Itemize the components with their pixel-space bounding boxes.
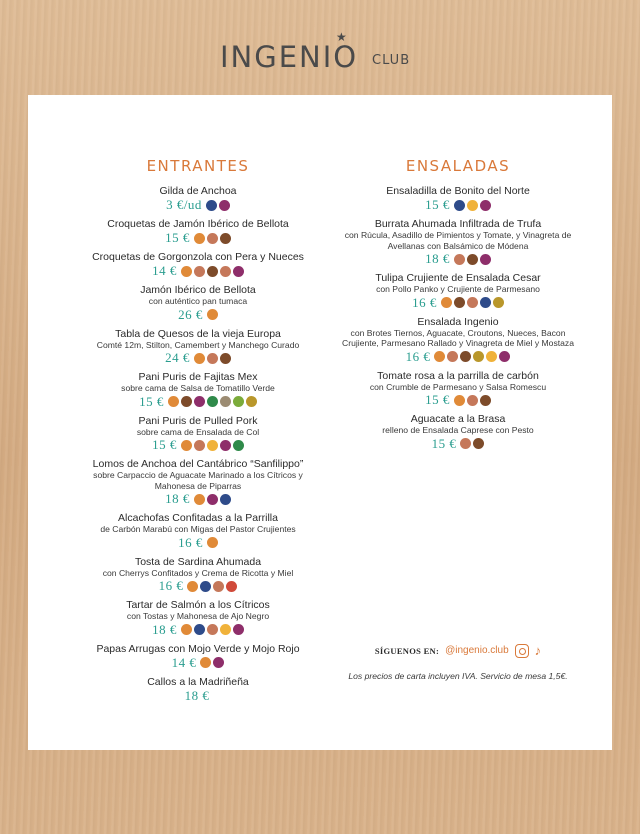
nuts-allergen-icon xyxy=(220,353,231,364)
price-line xyxy=(68,438,328,452)
milk-allergen-icon xyxy=(467,395,478,406)
gluten-allergen-icon xyxy=(181,440,192,451)
item-description: sobre Carpaccio de Aguacate Marinado a los Cítricos y Mahonesa de Piparras xyxy=(93,470,303,491)
item-name: Ensalada Ingenio xyxy=(417,315,499,328)
soy-allergen-icon xyxy=(207,396,218,407)
item-price: 15 € xyxy=(425,197,450,212)
gluten-allergen-icon xyxy=(187,581,198,592)
price-line xyxy=(68,395,328,409)
item-name: Tulipa Crujiente de Ensalada Cesar xyxy=(375,272,541,284)
instagram-icon[interactable] xyxy=(515,644,529,658)
fish-allergen-icon xyxy=(200,581,211,592)
price-line xyxy=(68,198,328,212)
egg-allergen-icon xyxy=(486,351,497,362)
gluten-allergen-icon xyxy=(207,309,218,320)
menu-item xyxy=(328,316,588,364)
menu-item xyxy=(68,371,328,409)
item-price: 16 € xyxy=(178,534,203,550)
milk-allergen-icon xyxy=(194,440,205,451)
social-handle-link[interactable]: @ingenio.club xyxy=(445,645,509,656)
celery-allergen-icon xyxy=(233,396,244,407)
menu-item xyxy=(328,413,588,451)
item-price: 15 € xyxy=(431,435,457,451)
price-line xyxy=(68,656,328,670)
item-price: 3 €/ud xyxy=(166,197,202,212)
item-price: 18 € xyxy=(425,251,450,266)
sulfite-allergen-icon xyxy=(219,200,230,211)
nuts-allergen-icon xyxy=(220,233,231,244)
item-name: Tartar de Salmón a los Cítricos xyxy=(126,599,270,611)
item-description: Comté 12m, Stilton, Camembert y Manchego Curado xyxy=(96,339,300,350)
brand-suffix: CLUB xyxy=(372,53,411,68)
item-name: Tomate rosa a la parrilla de carbón xyxy=(377,369,539,382)
soy-allergen-icon xyxy=(233,440,244,451)
price-line xyxy=(68,536,328,550)
tiktok-icon[interactable]: ♪ xyxy=(534,643,542,658)
price-line xyxy=(68,689,328,703)
sulfite-allergen-icon xyxy=(220,440,231,451)
fish-allergen-icon xyxy=(480,297,491,308)
item-name: Pani Puris de Fajitas Mex xyxy=(138,371,258,383)
milk-allergen-icon xyxy=(460,438,471,449)
item-name: Callos a la Madriñeña xyxy=(147,675,249,688)
item-name: Croquetas de Gorgonzola con Pera y Nueces xyxy=(92,251,304,263)
menu-item xyxy=(68,284,328,322)
price-line xyxy=(68,308,328,322)
mustard-allergen-icon xyxy=(246,396,257,407)
price-note: Los precios de carta incluyen IVA. Servicio de mesa 1,5€. xyxy=(348,671,568,681)
gluten-allergen-icon xyxy=(441,297,452,308)
nuts-allergen-icon xyxy=(454,297,465,308)
gluten-allergen-icon xyxy=(181,266,192,277)
item-description: con Pollo Panko y Crujiente de Parmesano xyxy=(376,284,540,294)
section-entrantes xyxy=(68,157,328,709)
egg-allergen-icon xyxy=(467,200,478,211)
item-name: Gilda de Anchoa xyxy=(159,185,237,197)
milk-allergen-icon xyxy=(454,254,465,265)
gluten-allergen-icon xyxy=(194,494,205,505)
menu-item xyxy=(328,272,588,310)
item-price: 16 € xyxy=(158,578,184,593)
fish-allergen-icon xyxy=(220,494,231,505)
sulfite-allergen-icon xyxy=(213,657,224,668)
menu-item xyxy=(328,370,588,408)
gluten-allergen-icon xyxy=(168,396,179,407)
item-price: 14 € xyxy=(152,263,177,278)
brand-name: INGENIO xyxy=(220,40,359,74)
star-icon: ★ xyxy=(336,30,347,44)
social-follow xyxy=(328,643,588,658)
price-line xyxy=(68,623,328,637)
sulfite-allergen-icon xyxy=(233,624,244,635)
menu-item xyxy=(68,556,328,594)
sulfite-allergen-icon xyxy=(194,396,205,407)
nuts-allergen-icon xyxy=(480,395,491,406)
menu-item xyxy=(68,458,328,506)
price-line xyxy=(328,198,588,212)
price-line xyxy=(68,579,328,593)
section-title: ENTRANTES xyxy=(146,157,250,175)
nuts-allergen-icon xyxy=(473,438,484,449)
item-name: Lomos de Anchoa del Cantábrico “Sanfilippo” xyxy=(92,458,304,470)
section-ensaladas xyxy=(328,157,588,457)
item-price: 18 € xyxy=(152,621,177,637)
item-description: con Crumble de Parmesano y Salsa Romescu xyxy=(369,381,547,392)
item-price: 16 € xyxy=(405,348,431,364)
fish-allergen-icon xyxy=(454,200,465,211)
egg-allergen-icon xyxy=(207,440,218,451)
menu-item xyxy=(68,643,328,670)
item-price: 16 € xyxy=(412,294,437,310)
item-price: 26 € xyxy=(178,306,203,322)
item-price: 18 € xyxy=(184,687,210,703)
milk-allergen-icon xyxy=(207,624,218,635)
item-price: 15 € xyxy=(152,437,177,452)
menu-item xyxy=(68,218,328,245)
item-name: Jamón Ibérico de Bellota xyxy=(140,284,256,296)
nuts-allergen-icon xyxy=(460,351,471,362)
item-price: 14 € xyxy=(171,654,197,670)
gluten-allergen-icon xyxy=(194,353,205,364)
item-description: con Cherrys Confitados y Crema de Ricotta y Miel xyxy=(102,567,294,578)
gluten-allergen-icon xyxy=(200,657,211,668)
price-line xyxy=(68,351,328,365)
nuts-allergen-icon xyxy=(181,396,192,407)
item-description: sobre cama de Salsa de Tomatillo Verde xyxy=(121,383,275,393)
price-line xyxy=(68,231,328,245)
menu-item xyxy=(68,512,328,550)
sulfite-allergen-icon xyxy=(480,254,491,265)
item-price: 24 € xyxy=(165,350,190,365)
menu-sheet xyxy=(28,95,612,750)
sesame-allergen-icon xyxy=(220,396,231,407)
item-name: Tosta de Sardina Ahumada xyxy=(134,555,262,568)
item-description: con auténtico pan tumaca xyxy=(148,296,248,306)
crust-allergen-icon xyxy=(226,581,237,592)
item-name: Croquetas de Jamón Ibérico de Bellota xyxy=(107,218,289,230)
menu-item xyxy=(68,599,328,637)
price-line xyxy=(68,492,328,506)
gluten-allergen-icon xyxy=(181,624,192,635)
item-name: Papas Arrugas con Mojo Verde y Mojo Rojo xyxy=(96,642,300,655)
fish-allergen-icon xyxy=(206,200,217,211)
milk-allergen-icon xyxy=(207,353,218,364)
gluten-allergen-icon xyxy=(194,233,205,244)
price-line xyxy=(328,437,588,451)
item-name: Aguacate a la Brasa xyxy=(410,413,506,425)
price-line xyxy=(328,350,588,364)
gluten-allergen-icon xyxy=(207,537,218,548)
item-name: Alcachofas Confitadas a la Parrilla xyxy=(118,512,278,524)
sulfite-allergen-icon xyxy=(207,494,218,505)
price-line xyxy=(328,252,588,266)
mustard-allergen-icon xyxy=(473,351,484,362)
item-description: con Brotes Tiernos, Aguacate, Croutons, Nueces, Bacon Crujiente, Parmesano Rallado y Vinagreta de Miel y Mostaza xyxy=(342,327,574,348)
item-price: 18 € xyxy=(165,491,190,506)
milk-allergen-icon xyxy=(447,351,458,362)
milk-allergen-icon xyxy=(213,581,224,592)
item-name: Ensaladilla de Bonito del Norte xyxy=(386,185,530,197)
menu-item xyxy=(68,185,328,212)
price-line xyxy=(68,264,328,278)
egg-allergen-icon xyxy=(220,624,231,635)
menu-item xyxy=(68,676,328,703)
milk-allergen-icon xyxy=(467,297,478,308)
menu-item xyxy=(68,415,328,453)
price-line xyxy=(328,296,588,310)
item-price: 15 € xyxy=(139,393,164,409)
sulfite-allergen-icon xyxy=(499,351,510,362)
milk-allergen-icon xyxy=(207,233,218,244)
item-description: sobre cama de Ensalada de Col xyxy=(136,426,260,437)
nuts-allergen-icon xyxy=(467,254,478,265)
item-description: de Carbón Marabú con Migas del Pastor Crujientes xyxy=(100,524,296,534)
section-title: ENSALADAS xyxy=(405,157,511,175)
gluten-allergen-icon xyxy=(454,395,465,406)
gluten-allergen-icon xyxy=(434,351,445,362)
menu-item xyxy=(328,185,588,212)
brand-logo xyxy=(220,30,420,74)
item-description: con Rúcula, Asadillo de Pimientos y Tomate, y Vinagreta de Avellanas con Balsámico de Módena xyxy=(344,230,572,251)
follow-label: SÍGUENOS EN: xyxy=(374,645,440,656)
item-price: 15 € xyxy=(165,230,190,245)
nuts-allergen-icon xyxy=(207,266,218,277)
menu-item xyxy=(68,328,328,366)
sulfite-allergen-icon xyxy=(480,200,491,211)
menu-item xyxy=(68,251,328,278)
item-price: 15 € xyxy=(425,392,450,407)
menu-item xyxy=(328,218,588,266)
item-name: Burrata Ahumada Infiltrada de Trufa xyxy=(374,218,542,230)
fish-allergen-icon xyxy=(194,624,205,635)
item-description: relleno de Ensalada Caprese con Pesto xyxy=(382,425,534,435)
item-description: con Tostas y Mahonesa de Ajo Negro xyxy=(126,611,270,621)
price-line xyxy=(328,393,588,407)
milk-allergen-icon xyxy=(220,266,231,277)
sulfite-allergen-icon xyxy=(233,266,244,277)
item-name: Pani Puris de Pulled Pork xyxy=(138,414,258,427)
milk-allergen-icon xyxy=(194,266,205,277)
mustard-allergen-icon xyxy=(493,297,504,308)
item-name: Tabla de Quesos de la vieja Europa xyxy=(115,327,281,340)
